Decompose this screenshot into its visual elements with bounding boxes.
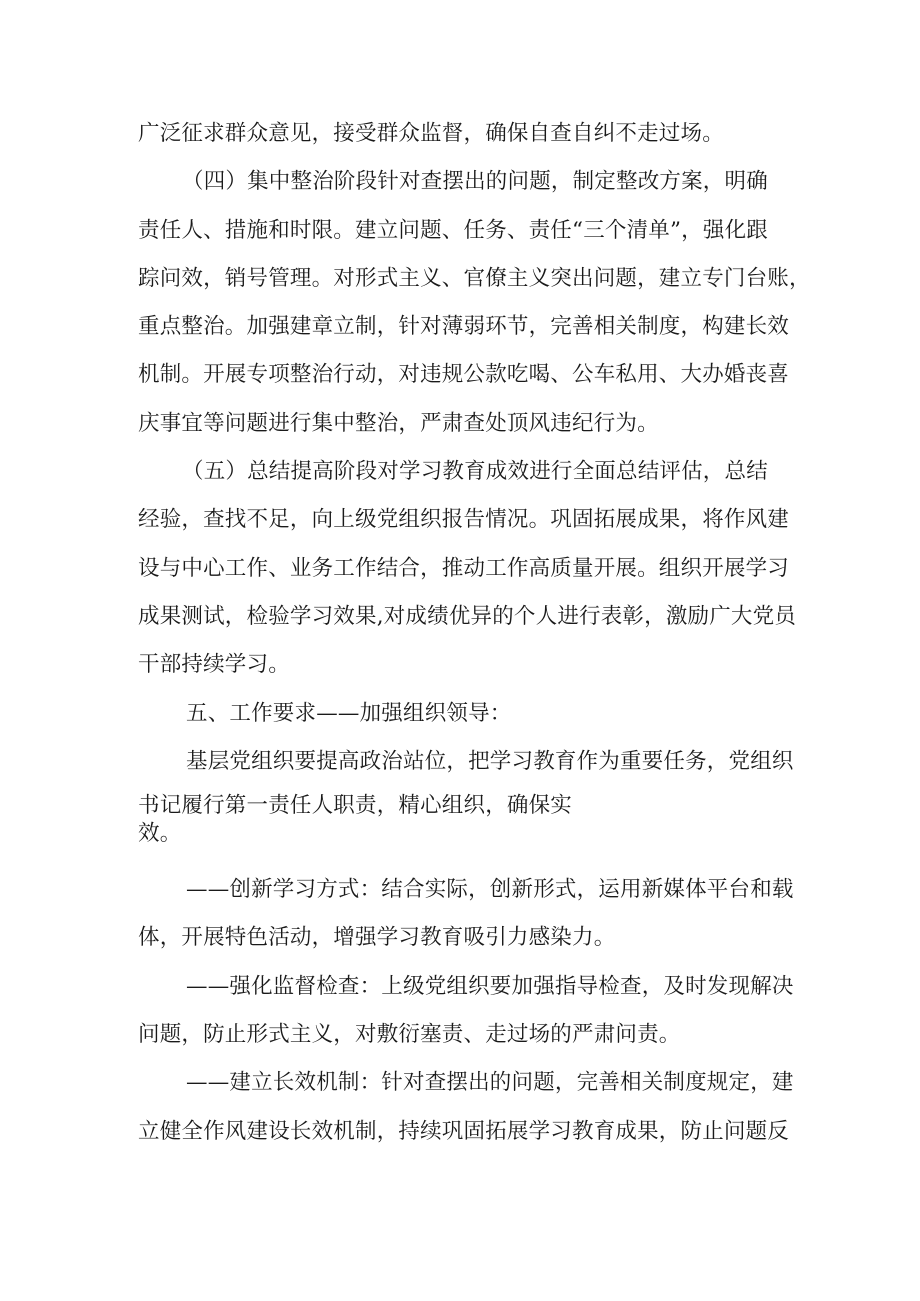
text-line: 重点整治。加强建章立制，针对薄弱环节，完善相关制度，构建长效 (138, 314, 790, 340)
document-body (138, 110, 811, 1156)
text-line: 成果测试，检验学习效果,对成绩优异的个人进行表彰，激励广大党员 (138, 603, 797, 629)
text-line: 机制。开展专项整治行动，对违规公款吃喝、公车私用、大办婚丧喜 (138, 362, 790, 388)
text-line: 干部持续学习。 (138, 652, 290, 678)
text-line: 基层党组织要提高政治站位，把学习教育作为重要任务，党组织 (186, 748, 794, 774)
text-line: （五）总结提高阶段对学习教育成效进行全面总结评估，总结 (182, 459, 768, 485)
text-line: 问题，防止形式主义，对敷衍塞责、走过场的严肃问责。 (138, 1022, 681, 1048)
text-line: 庆事宜等问题进行集中整治，严肃查处顶风违纪行为。 (138, 410, 659, 436)
text-line: ——强化监督检查：上级党组织要加强指导检查，及时发现解决 (186, 973, 794, 999)
text-line: 效。 (138, 821, 182, 847)
text-line: 书记履行第一责任人职责，精心组织，确保实 (138, 793, 573, 819)
text-line: 踪问效，销号管理。对形式主义、官僚主义突出问题，建立专门台账， (138, 265, 811, 291)
text-line: 体，开展特色活动，增强学习教育吸引力感染力。 (138, 925, 616, 951)
text-line: ——创新学习方式：结合实际，创新形式，运用新媒体平台和载 (186, 877, 794, 903)
text-line: 设与中心工作、业务工作结合，推动工作高质量开展。组织开展学习 (138, 555, 790, 581)
section-heading: 五、工作要求——加强组织领导： (186, 700, 512, 726)
text-line: 立健全作风建设长效机制，持续巩固拓展学习教育成果，防止问题反 (138, 1118, 790, 1144)
text-line: 责任人、措施和时限。建立问题、任务、责任“三个清单”，强化跟 (138, 217, 768, 243)
text-line: 经验，查找不足，向上级党组织报告情况。巩固拓展成果，将作风建 (138, 507, 790, 533)
text-line: （四）集中整治阶段针对查摆出的问题，制定整改方案，明确 (182, 169, 768, 195)
text-line: 广泛征求群众意见，接受群众监督，确保自查自纠不走过场。 (138, 121, 724, 146)
text-line: ——建立长效机制：针对查摆出的问题，完善相关制度规定，建 (186, 1070, 794, 1096)
